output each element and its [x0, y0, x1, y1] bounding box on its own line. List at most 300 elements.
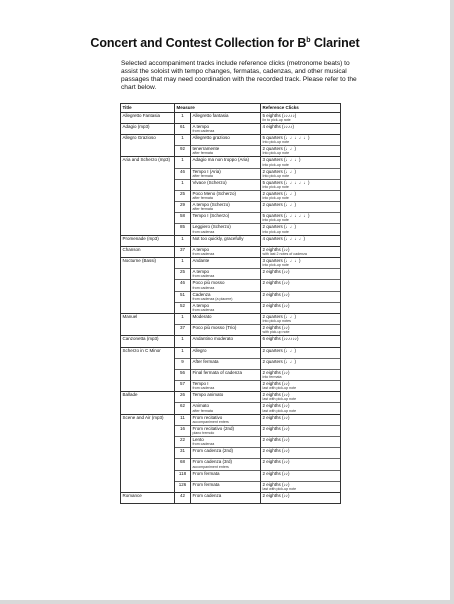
measure-text: From cadenza	[192, 492, 222, 498]
cell-measure	[191, 492, 261, 503]
cell-measure	[191, 325, 261, 336]
cell-measure	[191, 112, 261, 123]
clicks-text: 4 quarters (♩♩♩♩)	[262, 235, 306, 241]
cell-measure-number	[175, 146, 191, 157]
cell-clicks	[261, 459, 341, 470]
cell-measure-number	[175, 425, 191, 436]
cell-clicks	[261, 325, 341, 336]
clicks-note: into pick-up note	[262, 229, 289, 234]
table-row	[121, 302, 341, 313]
table-body	[121, 112, 341, 504]
cell-clicks	[261, 235, 341, 246]
cell-measure	[191, 313, 261, 324]
clicks-text: 2 eighths (♪♪)	[262, 269, 290, 275]
cell-title	[121, 392, 175, 403]
cell-clicks	[261, 157, 341, 168]
measure-note: after fermata	[192, 207, 213, 212]
cell-title	[121, 481, 175, 492]
title-text: Chanson	[122, 246, 141, 252]
cell-title	[121, 168, 175, 179]
cell-title	[121, 347, 175, 358]
cell-measure-number	[175, 179, 191, 190]
cell-clicks	[261, 280, 341, 291]
cell-title	[121, 146, 175, 157]
clicks-text: 2 eighths (♪♪)	[262, 448, 290, 454]
measure-text: tenerramente	[192, 146, 220, 152]
title-instrument: Clarinet	[310, 36, 360, 50]
clicks-text: 2 quarters (♩♩)	[262, 224, 297, 230]
cell-measure	[191, 258, 261, 269]
measure-number: 1	[181, 157, 184, 163]
measure-number: 62	[179, 403, 185, 409]
table-row	[121, 224, 341, 235]
cell-clicks	[261, 313, 341, 324]
measure-text: From fermata	[192, 481, 220, 487]
measure-text: Final fermata of cadenza	[192, 369, 243, 375]
cell-clicks	[261, 146, 341, 157]
measure-note: after fermata	[192, 173, 213, 178]
title-text: Scene and Air (mp3)	[122, 414, 164, 420]
cell-title	[121, 403, 175, 414]
cell-measure-number	[175, 224, 191, 235]
intro-paragraph: Selected accompaniment tracks include reference clicks (metronome beats) to assist the soloist with tempo changes, fermatas, cadenzas, and other musical passages that may need coordination with the recorded track. Please refer to the chart below.	[121, 60, 357, 92]
measure-number: 46	[179, 168, 185, 174]
cell-clicks	[261, 425, 341, 436]
cell-title	[121, 224, 175, 235]
cell-measure-number	[175, 280, 191, 291]
table-header-row	[121, 104, 341, 113]
cell-clicks	[261, 269, 341, 280]
table-row	[121, 258, 341, 269]
cell-title	[121, 492, 175, 503]
table-row	[121, 146, 341, 157]
measure-number: 1	[181, 112, 184, 118]
clicks-text: 2 eighths (♪♪)	[262, 325, 290, 331]
cell-title	[121, 448, 175, 459]
measure-text: Allegretto fantasia	[192, 112, 229, 118]
clicks-text: 6 eighths (♪♪♪♪♪♪)	[262, 336, 299, 342]
clicks-note: last with pick-up note	[262, 397, 297, 402]
cell-measure	[191, 347, 261, 358]
measure-number: 57	[179, 381, 185, 387]
clicks-text: 2 quarters (♩♩)	[262, 358, 297, 364]
cell-measure	[191, 202, 261, 213]
clicks-text: 2 quarters (♩♩)	[262, 146, 297, 152]
measure-note: from cadenza	[192, 229, 215, 234]
cell-title	[121, 336, 175, 347]
cell-measure-number	[175, 347, 191, 358]
cell-title	[121, 470, 175, 481]
cell-measure-number	[175, 123, 191, 134]
measure-note: after fermata	[192, 151, 213, 156]
title-text: Scherzo in C Minor	[122, 347, 161, 353]
clicks-text: 2 eighths (♪♪)	[262, 492, 290, 498]
measure-number: 118	[178, 470, 187, 476]
measure-text: Allegro	[192, 347, 207, 353]
measure-number: 1	[181, 134, 184, 140]
measure-note: piano tremolo	[192, 431, 215, 436]
cell-measure-number	[175, 157, 191, 168]
table-row	[121, 470, 341, 481]
measure-text: A tempo (Scherzo)	[192, 202, 230, 208]
cell-title	[121, 381, 175, 392]
clicks-note: into pick-up note	[262, 263, 289, 268]
cell-title	[121, 313, 175, 324]
measure-text: Moderato	[192, 313, 212, 319]
clicks-text: 2 eighths (♪♪)	[262, 246, 290, 252]
clicks-text: 5 quarters (♩♩♩♩♩)	[262, 179, 310, 185]
title-text: Promenade (mp3)	[122, 235, 159, 241]
title-text: Canzonetta (mp3)	[122, 336, 159, 342]
measure-text: A tempo	[192, 123, 210, 129]
measure-text: From recitativo	[192, 414, 223, 420]
clicks-note: into pick-up note	[262, 162, 289, 167]
cell-clicks	[261, 347, 341, 358]
table-row	[121, 492, 341, 503]
measure-text: Animato	[192, 403, 210, 409]
cell-clicks	[261, 246, 341, 257]
header-reference-clicks: Reference Clicks	[261, 104, 341, 113]
measure-number: 52	[179, 302, 185, 308]
cell-title	[121, 369, 175, 380]
table-row	[121, 291, 341, 302]
cell-measure-number	[175, 168, 191, 179]
cell-measure	[191, 168, 261, 179]
cell-clicks	[261, 448, 341, 459]
measure-number: 126	[178, 481, 187, 487]
clicks-note: into pick-up note	[262, 184, 289, 189]
table-row	[121, 213, 341, 224]
cell-clicks	[261, 202, 341, 213]
cell-measure-number	[175, 325, 191, 336]
measure-text: A tempo	[192, 246, 210, 252]
cell-measure-number	[175, 336, 191, 347]
measure-note: accompaniment enters	[192, 464, 229, 469]
title-text: Aria and Scherzo (mp3)	[122, 157, 171, 163]
table-row	[121, 280, 341, 291]
measure-number: 1	[181, 313, 184, 319]
cell-measure-number	[175, 134, 191, 145]
measure-text: After fermata	[192, 358, 219, 364]
cell-clicks	[261, 168, 341, 179]
clicks-text: 2 eighths (♪♪)	[262, 481, 290, 487]
measure-number: 58	[179, 213, 185, 219]
measure-text: From cadenza (3rd)	[192, 459, 233, 465]
reference-clicks-table	[120, 103, 341, 504]
cell-title	[121, 190, 175, 201]
cell-measure-number	[175, 470, 191, 481]
cell-measure	[191, 123, 261, 134]
cell-measure	[191, 246, 261, 257]
table-row	[121, 358, 341, 369]
cell-measure	[191, 291, 261, 302]
cell-measure-number	[175, 403, 191, 414]
cell-title	[121, 112, 175, 123]
clicks-text: 2 eighths (♪♪)	[262, 369, 290, 375]
table-row	[121, 202, 341, 213]
cell-measure-number	[175, 414, 191, 425]
cell-measure-number	[175, 269, 191, 280]
clicks-text: 2 eighths (♪♪)	[262, 302, 290, 308]
measure-text: Andantino moderato	[192, 336, 234, 342]
measure-number: 37	[179, 325, 185, 331]
clicks-text: 2 eighths (♪♪)	[262, 280, 290, 286]
measure-note: from cadenza (a piacere)	[192, 296, 233, 301]
clicks-note: lin to pick-up note	[262, 117, 291, 122]
cell-measure-number	[175, 112, 191, 123]
measure-text: Leggiero (Scherzo)	[192, 224, 231, 230]
cell-measure	[191, 179, 261, 190]
cell-measure	[191, 336, 261, 347]
measure-note: after fermata	[192, 196, 213, 201]
cell-measure	[191, 157, 261, 168]
clicks-text: 4 eighths (♪♪♪♪)	[262, 123, 295, 129]
cell-clicks	[261, 369, 341, 380]
cell-clicks	[261, 190, 341, 201]
title-text: Manuel	[122, 313, 138, 319]
cell-clicks	[261, 492, 341, 503]
cell-measure-number	[175, 448, 191, 459]
title-text: Adagio (mp3)	[122, 123, 150, 129]
cell-measure	[191, 269, 261, 280]
measure-number: 1	[181, 258, 184, 264]
cell-measure-number	[175, 369, 191, 380]
cell-measure	[191, 224, 261, 235]
cell-clicks	[261, 224, 341, 235]
clicks-text: 3 quarters (♩♩♩)	[262, 258, 301, 264]
measure-text: Tempo animato	[192, 392, 224, 398]
measure-note: from cadenza	[192, 442, 215, 447]
cell-measure	[191, 134, 261, 145]
cell-clicks	[261, 302, 341, 313]
cell-measure	[191, 358, 261, 369]
measure-number: 61	[179, 123, 185, 129]
cell-measure-number	[175, 258, 191, 269]
clicks-text: 5 quarters (♩♩♩♩♩)	[262, 134, 310, 140]
cell-measure	[191, 414, 261, 425]
measure-number: 26	[179, 392, 185, 398]
cell-title	[121, 134, 175, 145]
cell-title	[121, 280, 175, 291]
table-row	[121, 269, 341, 280]
cell-clicks	[261, 123, 341, 134]
cell-clicks	[261, 403, 341, 414]
cell-title	[121, 213, 175, 224]
title-text: Concert and Contest Collection for B	[90, 36, 307, 50]
cell-measure-number	[175, 213, 191, 224]
measure-number: 1	[181, 179, 184, 185]
measure-text: Andante	[192, 258, 210, 264]
measure-text: A tempo	[192, 302, 210, 308]
cell-title	[121, 302, 175, 313]
header-measure: Measure	[175, 104, 261, 113]
cell-measure	[191, 235, 261, 246]
cell-clicks	[261, 291, 341, 302]
measure-text: Lento	[192, 437, 204, 443]
table-row	[121, 392, 341, 403]
measure-number: 1	[181, 347, 184, 353]
measure-text: Allegretto grazioso	[192, 134, 230, 140]
table-row	[121, 437, 341, 448]
cell-clicks	[261, 179, 341, 190]
table-row	[121, 481, 341, 492]
cell-clicks	[261, 470, 341, 481]
clicks-note: Into pick-up notes	[262, 319, 291, 324]
cell-measure-number	[175, 358, 191, 369]
measure-text: From cadenza (2nd)	[192, 448, 234, 454]
header-title: Title	[121, 104, 175, 113]
clicks-note: last with pick-up note	[262, 386, 297, 391]
cell-measure-number	[175, 392, 191, 403]
measure-number: 31	[179, 448, 185, 454]
measure-note: from cadenza	[192, 252, 215, 257]
page-title	[0, 36, 450, 50]
measure-note: from cadenza	[192, 128, 215, 133]
measure-note: from cadenza	[192, 386, 215, 391]
table-row	[121, 179, 341, 190]
measure-note: from cadenza	[192, 285, 215, 290]
measure-text: A tempo	[192, 269, 210, 275]
measure-text: Vivace (Scherzo)	[192, 179, 227, 185]
table-row	[121, 403, 341, 414]
clicks-note: Into pick-up note	[262, 140, 290, 145]
cell-measure	[191, 425, 261, 436]
measure-text: Tempo I (Aria)	[192, 168, 221, 174]
table-row	[121, 157, 341, 168]
table-row	[121, 168, 341, 179]
measure-number: 51	[179, 291, 185, 297]
measure-note: from cadenza	[192, 274, 215, 279]
cell-measure-number	[175, 190, 191, 201]
cell-clicks	[261, 336, 341, 347]
cell-title	[121, 437, 175, 448]
cell-title	[121, 157, 175, 168]
measure-number: 56	[179, 369, 185, 375]
measure-number: 25	[179, 190, 185, 196]
cell-measure-number	[175, 291, 191, 302]
clicks-text: 2 eighths (♪♪)	[262, 403, 290, 409]
measure-number: 85	[179, 224, 185, 230]
cell-measure-number	[175, 246, 191, 257]
measure-number: 37	[179, 246, 185, 252]
clicks-text: 3 quarters (♩♩♩)	[262, 157, 301, 163]
cell-measure-number	[175, 381, 191, 392]
cell-measure	[191, 448, 261, 459]
clicks-note: Into pick-up note	[262, 151, 290, 156]
cell-title	[121, 179, 175, 190]
cell-clicks	[261, 381, 341, 392]
clicks-text: 2 quarters (♩♩)	[262, 347, 297, 353]
measure-text: From fermata	[192, 470, 220, 476]
cell-measure	[191, 302, 261, 313]
measure-text: Poco più mosso	[192, 280, 225, 286]
table-row	[121, 112, 341, 123]
cell-measure	[191, 213, 261, 224]
measure-number: 68	[179, 459, 185, 465]
clicks-text: 2 eighths (♪♪)	[262, 459, 290, 465]
clicks-note: Into pick-up note	[262, 173, 290, 178]
clicks-note: into pick-up note	[262, 218, 289, 223]
cell-measure-number	[175, 437, 191, 448]
cell-title	[121, 425, 175, 436]
cell-measure	[191, 437, 261, 448]
cell-clicks	[261, 414, 341, 425]
table-row	[121, 381, 341, 392]
cell-measure	[191, 381, 261, 392]
cell-measure	[191, 369, 261, 380]
measure-text: Tempo I	[192, 381, 209, 387]
cell-measure	[191, 280, 261, 291]
cell-clicks	[261, 213, 341, 224]
clicks-text: 5 quarters (♩♩♩♩♩)	[262, 213, 310, 219]
cell-title	[121, 123, 175, 134]
table-row	[121, 336, 341, 347]
measure-number: 9	[181, 358, 184, 364]
measure-text: Tempo I (Scherzo)	[192, 213, 230, 219]
clicks-text: 2 eighths (♪♪)	[262, 414, 290, 420]
table-row	[121, 134, 341, 145]
clicks-text: 2 quarters (♩♩)	[262, 202, 297, 208]
cell-title	[121, 414, 175, 425]
clicks-note: with last 2 notes of cadenza	[262, 252, 307, 257]
table-row	[121, 448, 341, 459]
cell-measure	[191, 470, 261, 481]
cell-measure-number	[175, 481, 191, 492]
cell-title	[121, 235, 175, 246]
measure-number: 11	[180, 414, 185, 420]
cell-measure-number	[175, 202, 191, 213]
clicks-note: last with pick-up note	[262, 486, 297, 491]
clicks-text: 2 eighths (♪♪)	[262, 425, 290, 431]
measure-number: 92	[179, 146, 185, 152]
cell-measure	[191, 481, 261, 492]
clicks-text: 5 eighths (♪♪♪♪♪)	[262, 112, 297, 118]
table-row	[121, 190, 341, 201]
clicks-text: 2 quarters (♩♩)	[262, 190, 297, 196]
measure-number: 1	[181, 336, 184, 342]
cell-clicks	[261, 392, 341, 403]
clicks-note: last with pick-up note	[262, 408, 297, 413]
table-row	[121, 414, 341, 425]
cell-measure	[191, 459, 261, 470]
clicks-note: with pick-up note	[262, 330, 290, 335]
measure-number: 1	[181, 235, 184, 241]
table-row	[121, 123, 341, 134]
cell-measure-number	[175, 492, 191, 503]
title-text: Romance	[122, 492, 142, 498]
cell-clicks	[261, 258, 341, 269]
cell-measure	[191, 403, 261, 414]
table-row	[121, 246, 341, 257]
table-row	[121, 235, 341, 246]
clicks-text: 2 quarters (♩♩)	[262, 168, 297, 174]
cell-measure	[191, 146, 261, 157]
measure-note: after fermata	[192, 408, 213, 413]
table-row	[121, 369, 341, 380]
measure-text: Not too quickly, gracefully	[192, 235, 244, 241]
measure-text: From recitativo (2nd)	[192, 425, 235, 431]
cell-clicks	[261, 112, 341, 123]
cell-title	[121, 202, 175, 213]
clicks-text: 2 eighths (♪♪)	[262, 381, 290, 387]
table-row	[121, 347, 341, 358]
measure-number: 25	[179, 269, 185, 275]
measure-text: Adagio ma non troppo (Aria)	[192, 157, 250, 163]
measure-number: 16	[179, 425, 185, 431]
clicks-text: 2 eighths (♪♪)	[262, 470, 290, 476]
cell-title	[121, 269, 175, 280]
measure-text: Poco più mosso (Trio)	[192, 325, 237, 331]
